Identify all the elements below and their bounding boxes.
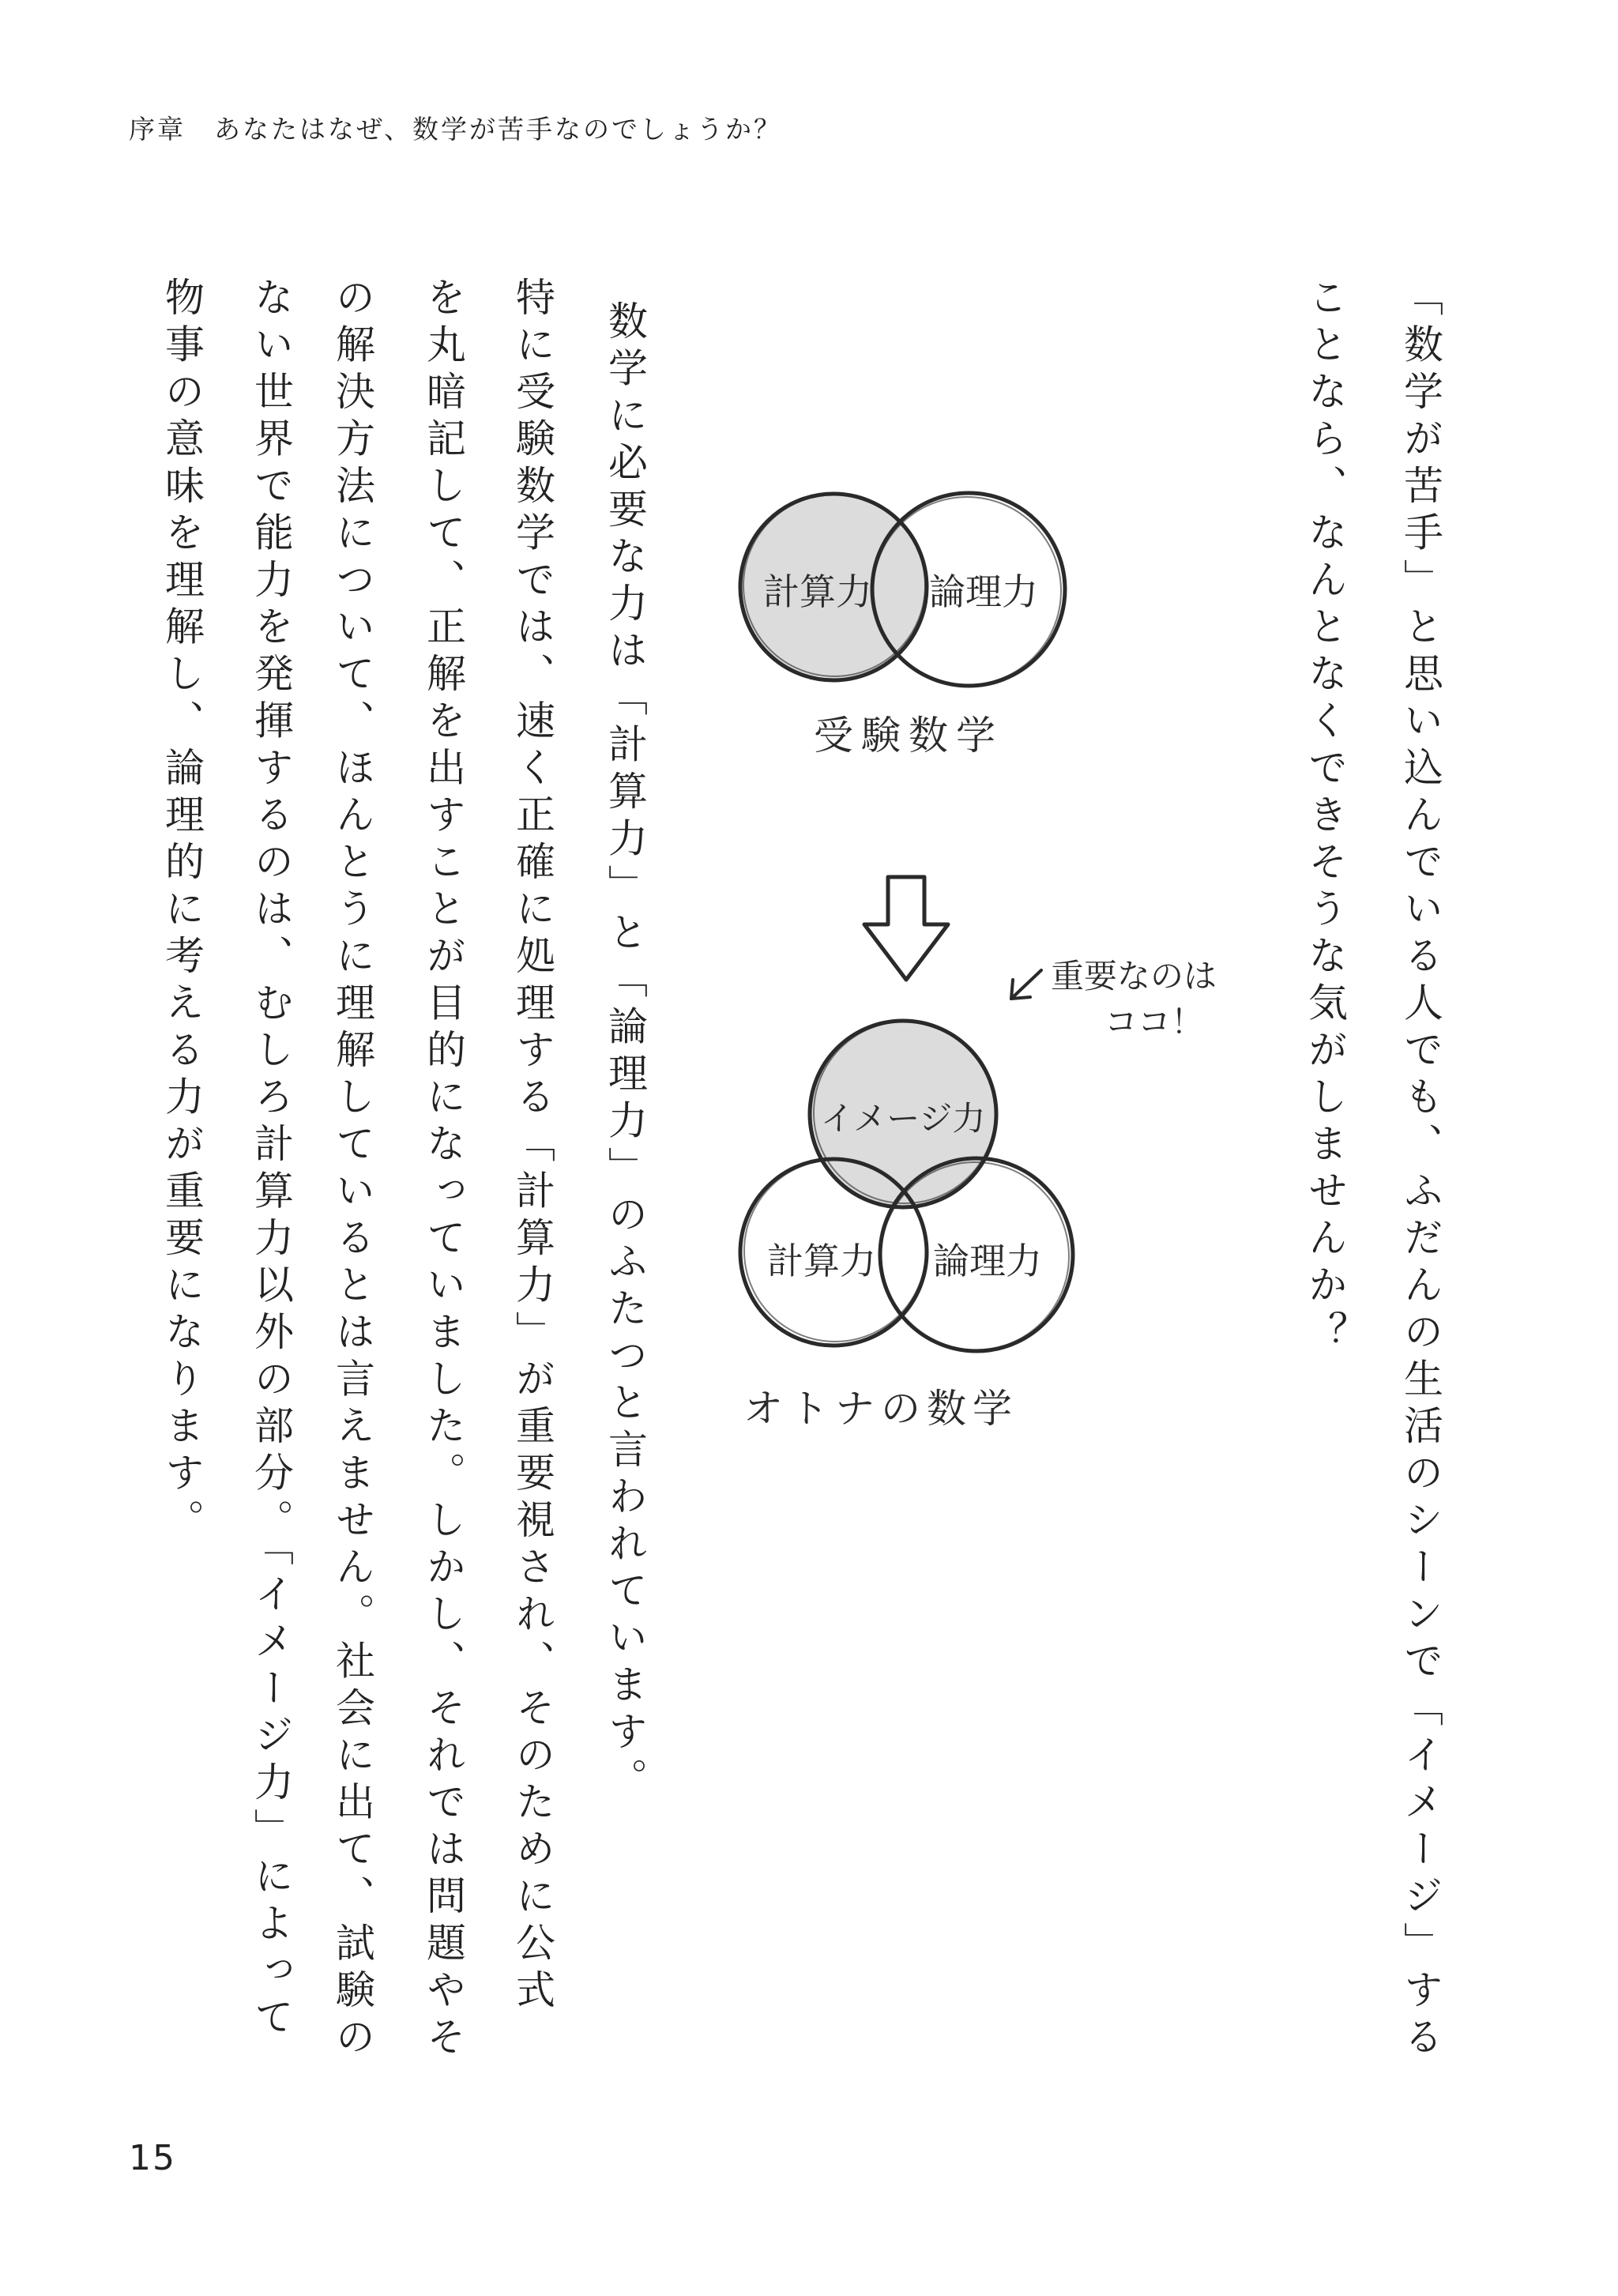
body-column-4: 特に受験数学では、速く正確に処理する「計算力」が重要視され、そのために公式	[510, 277, 555, 2016]
body-column-6: の解決方法について、ほんとうに理解しているとは言えません。社会に出て、試験の	[329, 277, 375, 2063]
body-column-3: 数学に必要な力は「計算力」と「論理力」のふたつと言われています。	[602, 300, 648, 1805]
logic-label-bottom: 論理力	[933, 1240, 1042, 1282]
body-column-8: 物事の意味を理解し、論理的に考える力が重要になります。	[159, 277, 205, 1546]
exam-math-caption: 受験数学	[814, 713, 1003, 758]
venn-figure	[711, 474, 1217, 1462]
adult-math-caption: オトナの数学	[743, 1386, 1018, 1432]
exam-math-diagram	[740, 493, 1065, 758]
logic-label: 論理力	[929, 570, 1038, 613]
body-column-7: ない世界で能力を発揮するのは、むしろ計算力以外の部分。「イメージ力」によって	[248, 277, 294, 2043]
down-arrow-icon	[864, 877, 948, 980]
body-column-1: 「数学が苦手」と思い込んでいる人でも、ふだんの生活のシーンで「イメージ」する	[1398, 277, 1443, 2063]
pointer-arrow-icon	[1011, 970, 1041, 999]
adult-math-diagram	[740, 957, 1217, 1432]
annotation-line-2: ココ！	[1104, 1003, 1205, 1041]
image-label: イメージ力	[820, 1099, 986, 1138]
running-head: 序章 あなたはなぜ、数学が苦手なのでしょうか？	[129, 114, 783, 145]
body-column-5: を丸暗記して、正解を出すことが目的になっていました。しかし、それでは問題やそ	[420, 277, 466, 2063]
body-column-2: ことなら、なんとなくできそうな気がしませんか？	[1302, 277, 1348, 1358]
venn-figure-svg	[711, 474, 1217, 1462]
page-number: 15	[129, 2138, 176, 2178]
calculation-label-bottom: 計算力	[767, 1240, 876, 1282]
annotation-line-1: 重要なのは	[1051, 957, 1217, 996]
calculation-label: 計算力	[763, 570, 872, 613]
